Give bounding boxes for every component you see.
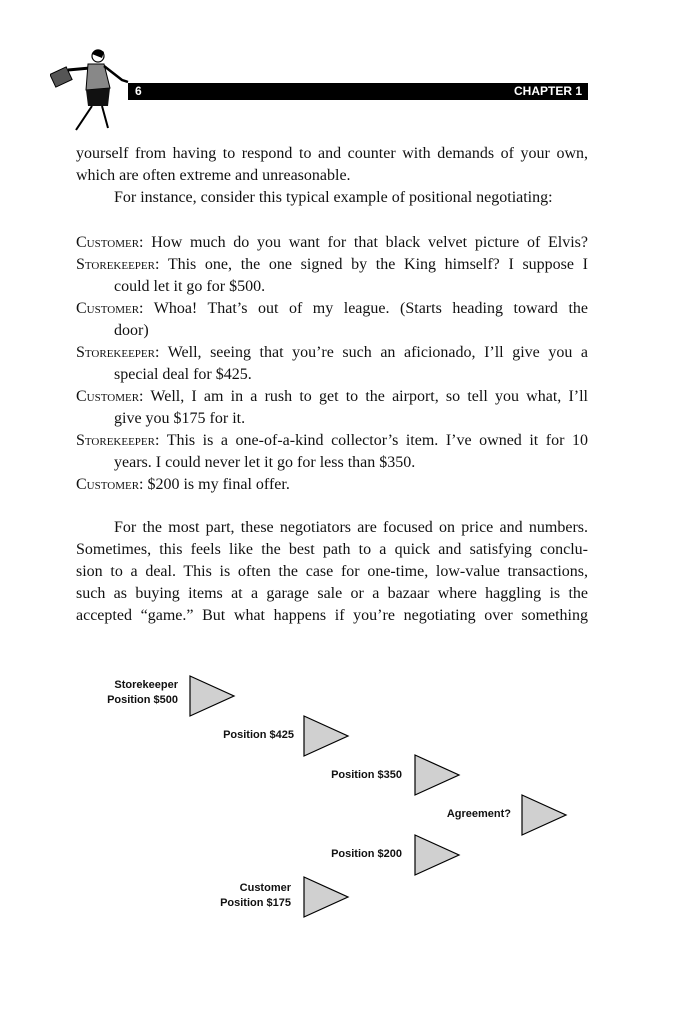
dialog-text: Well, seeing that you’re such an aficionado, I’ll give you a [167,344,588,361]
text-line: which are often extreme and unreasonable. [76,167,351,184]
label-position-425: Position $425 [223,729,294,741]
dialog-entry [76,386,588,430]
dialog-text: Well, I am in a rush to get to the airport, so tell you what, I’ll [150,388,588,405]
dialog-entry [76,342,588,386]
label-storekeeper [60,678,178,708]
dialog-text: could let it go for $500. [114,278,266,295]
dialog-text: Whoa! That’s out of my league. (Starts heading toward the [153,300,588,317]
dialog-entry [76,430,588,474]
speaker-label: Storekeeper: [76,344,160,361]
text-line: sion to a deal. This is often the case for one-time, low-value transactions, [76,563,588,580]
triangle-storekeeper-500 [190,676,234,716]
dialog-entry [76,254,588,298]
paragraph-discussion [76,517,588,627]
dialog-block [76,232,588,496]
dialog-text: door) [114,322,149,339]
dialog-text: $200 is my final offer. [147,476,290,493]
paragraph-intro [76,143,588,209]
speaker-label: Customer: [76,234,144,251]
dialog-text: give you $175 for it. [114,410,246,427]
triangle-position-350 [415,755,459,795]
triangle-position-425 [304,716,348,756]
text-line: such as buying items at a garage sale or a bazaar where haggling is the [76,585,588,602]
dialog-entry [76,474,588,496]
dialog-text: special deal for $425. [114,366,252,383]
text-line: For instance, consider this typical example of positional negotiating: [114,189,553,206]
label-position-350: Position $350 [331,769,402,781]
text-line: For the most part, these negotiators are focused on price and numbers. [114,519,588,536]
speaker-label: Storekeeper: [76,256,160,273]
chapter-label: CHAPTER 1 [513,84,582,98]
dialog-text: How much do you want for that black velvet picture of Elvis? [151,234,588,251]
speaker-label: Customer: [76,476,144,493]
running-header [128,83,588,100]
label-line: Customer [239,882,291,894]
text-line: accepted “game.” But what happens if you’re negotiating over something [76,607,588,624]
triangle-customer-175 [304,877,348,917]
speaker-label: Customer: [76,388,144,405]
label-line: Position $500 [107,694,178,706]
speaker-label: Storekeeper: [76,432,160,449]
dialog-text: This is a one-of-a-kind collector’s item. I’ve owned it for 10 [166,432,588,449]
triangle-agreement [522,795,566,835]
speaker-label: Customer: [76,300,144,317]
text-line: Sometimes, this feels like the best path to a quick and satisfying conclu- [76,541,588,558]
dialog-entry [76,232,588,254]
label-customer [180,881,291,911]
label-position-200: Position $200 [331,848,402,860]
dialog-entry [76,298,588,342]
businesswoman-icon [50,44,130,132]
label-line: Storekeeper [114,679,178,691]
label-agreement: Agreement? [446,808,511,820]
dialog-text: This one, the one signed by the King himself? I suppose I [167,256,588,273]
text-line: yourself from having to respond to and counter with demands of your own, [76,145,588,162]
label-line: Position $175 [220,897,291,909]
triangle-position-200 [415,835,459,875]
dialog-text: years. I could never let it go for less than $350. [114,454,416,471]
page-number: 6 [135,84,142,98]
